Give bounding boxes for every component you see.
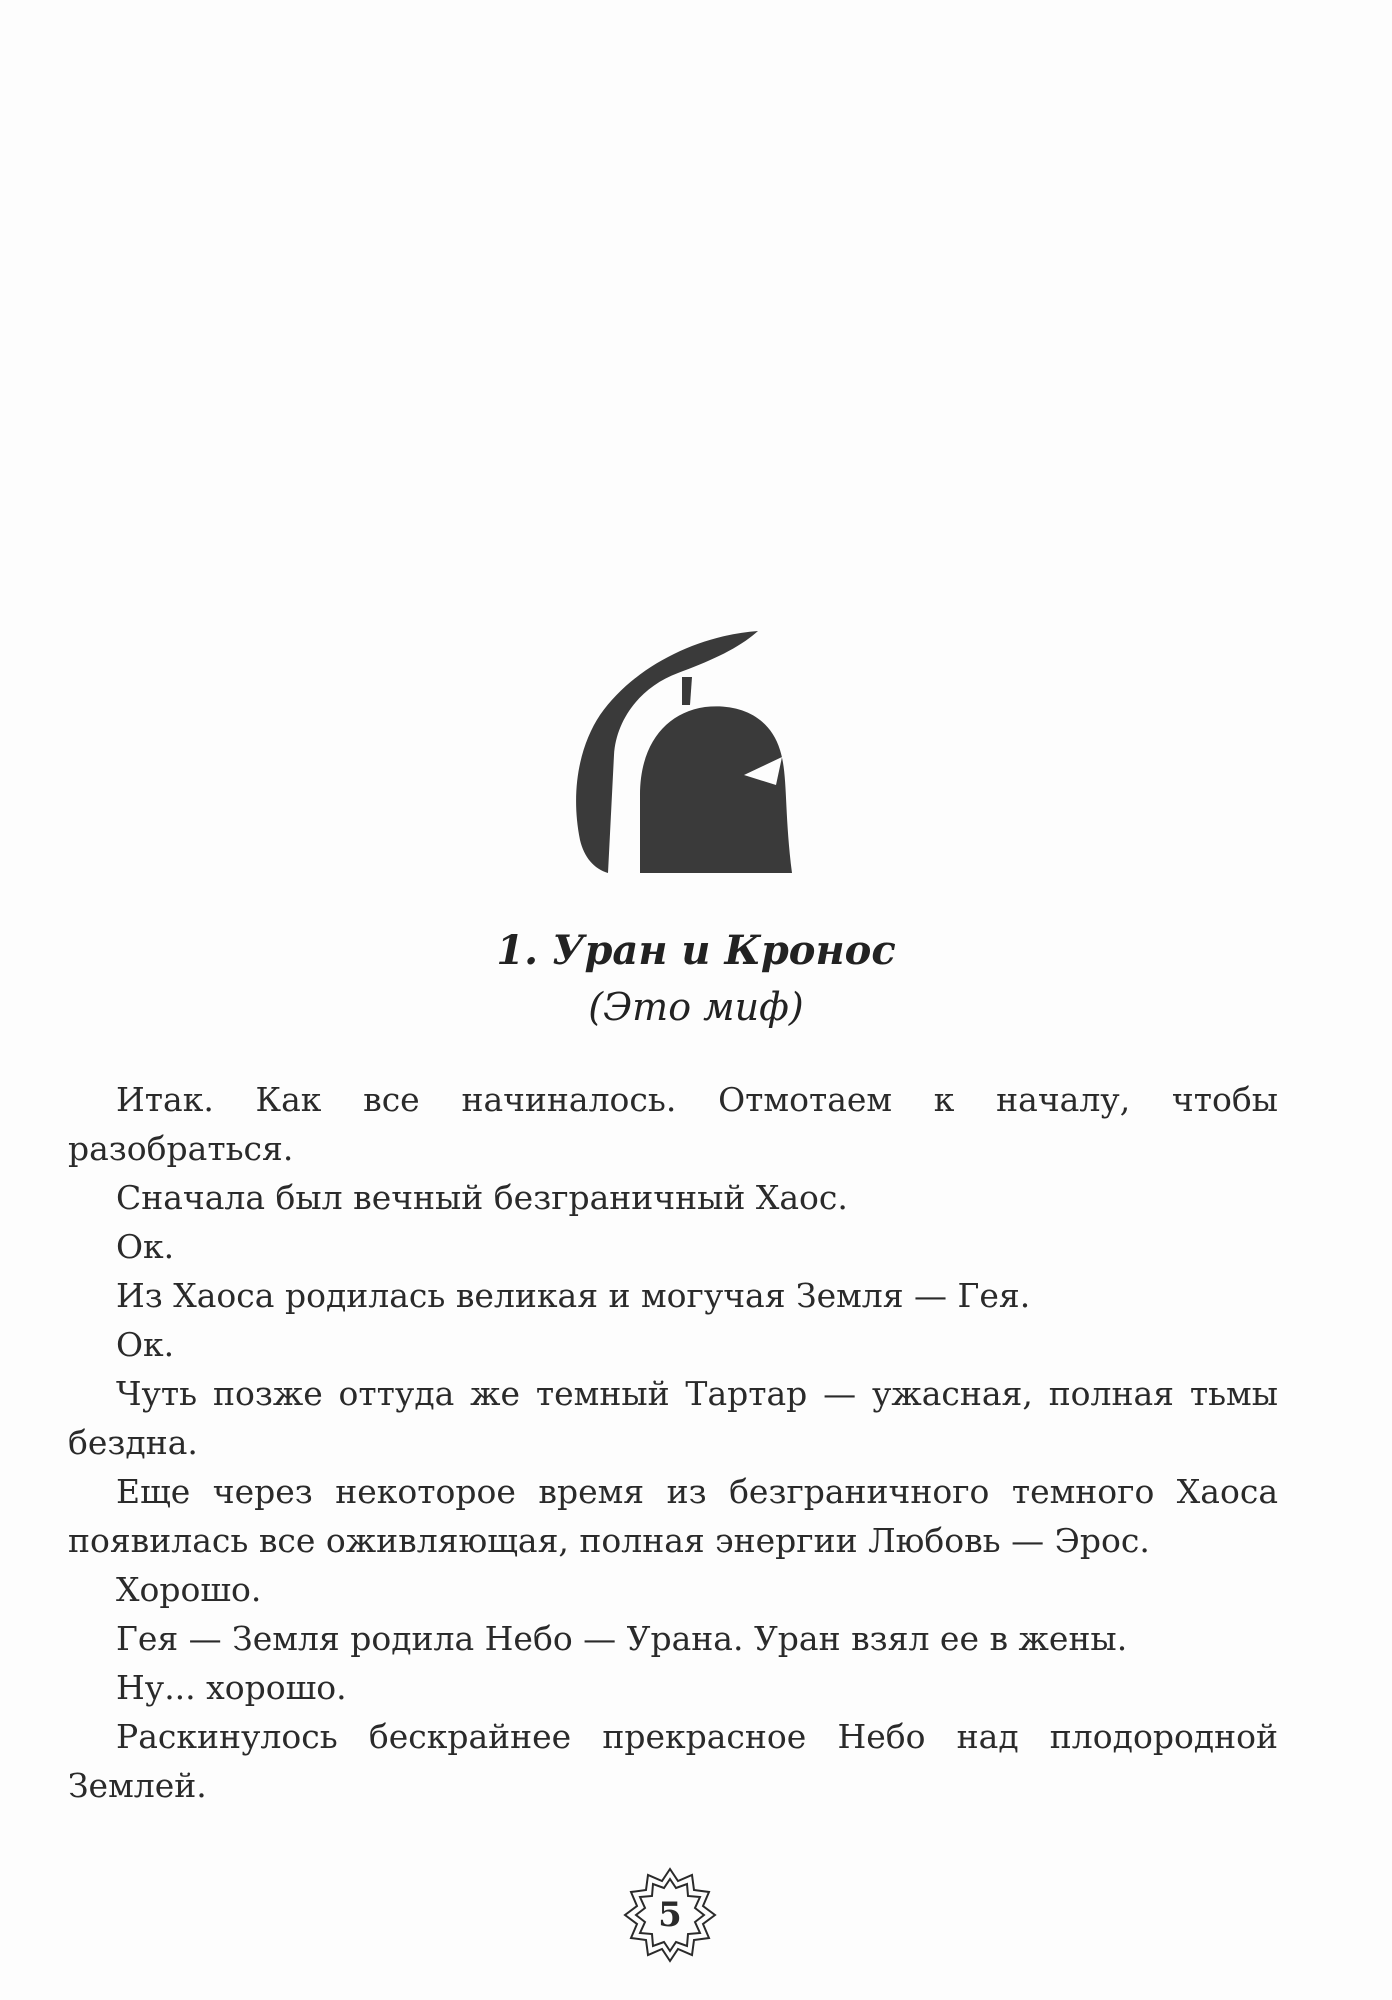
page-number-badge	[620, 1865, 720, 1965]
paragraph: Из Хаоса родилась великая и могучая Земля — Гея.	[116, 1276, 1031, 1315]
paragraph: Гея — Земля родила Небо — Урана. Уран взял ее в жены.	[116, 1619, 1128, 1658]
paragraph: Ок.	[116, 1227, 175, 1266]
paragraph: Раскинулось бескрайнее прекрасное Небо над плодородной Землей.	[68, 1717, 1278, 1805]
paragraph: Ну... хорошо.	[116, 1668, 347, 1707]
paragraph: Ок.	[116, 1325, 175, 1364]
chapter-body	[68, 1075, 1278, 1810]
paragraph: Итак. Как все начиналось. Отмотаем к началу, чтобы разобраться.	[68, 1080, 1278, 1168]
chapter-subtitle: (Это миф)	[588, 985, 804, 1029]
spartan-helmet-icon	[570, 625, 800, 875]
paragraph: Хорошо.	[116, 1570, 262, 1609]
paragraph: Чуть позже оттуда же темный Тартар — ужасная, полная тьмы бездна.	[68, 1374, 1278, 1462]
page-number: 5	[658, 1895, 682, 1935]
paragraph: Еще через некоторое время из безграничного темного Хаоса появилась все оживляющая, полная энергии Любовь — Эрос.	[68, 1472, 1278, 1560]
paragraph: Сначала был вечный безграничный Хаос.	[116, 1178, 848, 1217]
chapter-title: 1. Уран и Кронос	[496, 927, 896, 974]
